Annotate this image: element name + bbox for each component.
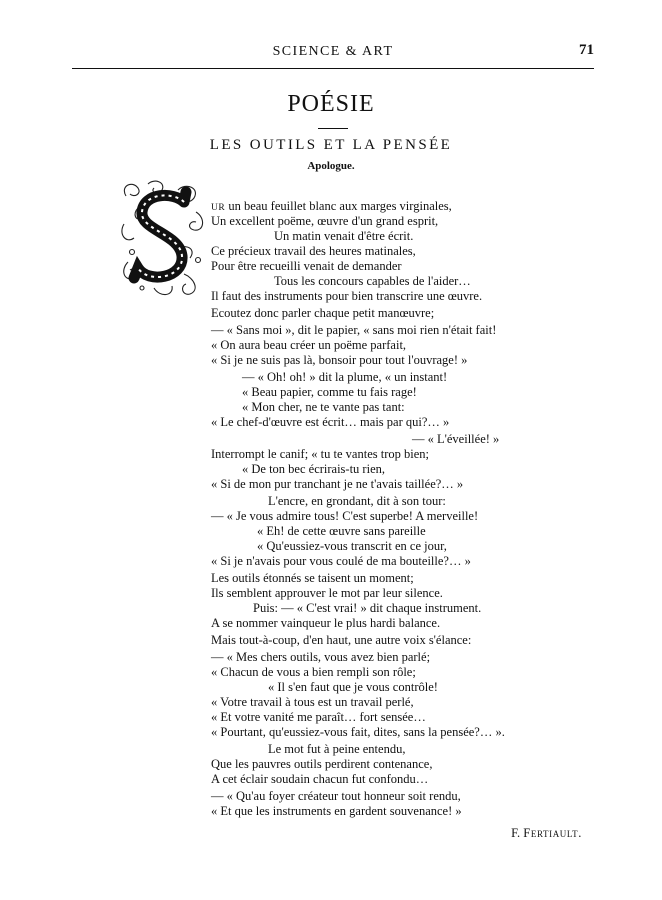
poem-line: Ils semblent approuver le mot par leur silence. bbox=[211, 586, 443, 600]
poem-line: « Il s'en faut que je vous contrôle! bbox=[268, 680, 438, 694]
poem-line: « Le chef-d'œuvre est écrit… mais par qui?… » bbox=[211, 415, 450, 429]
poem-line: Le mot fut à peine entendu, bbox=[268, 742, 406, 756]
section-title: POÉSIE bbox=[287, 91, 375, 117]
poem-subtitle: Apologue. bbox=[307, 160, 355, 172]
poem-line: « On aura beau créer un poëme parfait, bbox=[211, 338, 407, 352]
poem-line: — « Je vous admire tous! C'est superbe! A merveille! bbox=[211, 509, 479, 523]
dropcap-letterform bbox=[134, 192, 186, 278]
title-divider bbox=[318, 128, 348, 129]
poem-line: Un excellent poëme, œuvre d'un grand esprit, bbox=[211, 214, 439, 228]
poem-line: Mais tout-à-coup, d'en haut, une autre voix s'élance: bbox=[211, 633, 472, 647]
running-header-title: SCIENCE & ART bbox=[272, 44, 394, 59]
poem-line: Tous les concours capables de l'aider… bbox=[274, 274, 471, 288]
page-number: 71 bbox=[579, 42, 594, 58]
poem-line: Interrompt le canif; « tu te vantes trop bien; bbox=[211, 447, 429, 461]
poem-line: « De ton bec écrirais-tu rien, bbox=[242, 462, 385, 476]
poem-line: « Et votre vanité me paraît… fort sensée… bbox=[211, 710, 426, 724]
poem-line: « Pourtant, qu'eussiez-vous fait, dites, sans la pensée?… ». bbox=[211, 725, 505, 739]
poem-line: Ecoutez donc parler chaque petit manœuvre; bbox=[211, 306, 435, 320]
poem-line: « Qu'eussiez-vous transcrit en ce jour, bbox=[257, 539, 447, 553]
poem-line: Un matin venait d'être écrit. bbox=[274, 229, 414, 243]
poem-line: Ce précieux travail des heures matinales, bbox=[211, 244, 416, 258]
poem-title: LES OUTILS ET LA PENSÉE bbox=[209, 137, 453, 153]
poem-line: « Si je n'avais pour vous coulé de ma bouteille?… » bbox=[211, 554, 471, 568]
poem-line: Puis: — « C'est vrai! » dit chaque instrument. bbox=[253, 601, 482, 615]
poem-line: Les outils étonnés se taisent un moment; bbox=[211, 571, 414, 585]
poem-line: « Eh! de cette œuvre sans pareille bbox=[257, 524, 426, 538]
ornamental-dropcap-image bbox=[118, 178, 206, 300]
poem-line: « Si je ne suis pas là, bonsoir pour tout l'ouvrage! » bbox=[211, 353, 468, 367]
poem-line: A se nommer vainqueur le plus hardi balance. bbox=[211, 616, 441, 630]
poem-line: — « L'éveillée! » bbox=[412, 432, 500, 446]
author-initial: F. bbox=[511, 826, 521, 840]
poem-line: Pour être recueilli venait de demander bbox=[211, 259, 402, 273]
poem-line: « Votre travail à tous est un travail perlé, bbox=[211, 695, 414, 709]
poem-line: « Et que les instruments en gardent souvenance! » bbox=[211, 804, 462, 818]
dropcap-continuation: UR bbox=[211, 203, 226, 213]
poem-line: — « Qu'au foyer créateur tout honneur soit rendu, bbox=[211, 789, 461, 803]
poem-line: — « Mes chers outils, vous avez bien parlé; bbox=[211, 650, 431, 664]
poem-line: « Chacun de vous a bien rempli son rôle; bbox=[211, 665, 416, 679]
poem-line: « Beau papier, comme tu fais rage! bbox=[242, 385, 417, 399]
author-name: Fertiault. bbox=[523, 826, 582, 840]
poem-line: — « Sans moi », dit le papier, « sans moi rien n'était fait! bbox=[211, 323, 497, 337]
poem-line-first-rest: un beau feuillet blanc aux marges virginales, bbox=[225, 199, 452, 213]
poem-line: Que les pauvres outils perdirent contenance, bbox=[211, 757, 433, 771]
poem-line: L'encre, en grondant, dit à son tour: bbox=[268, 494, 446, 508]
poem-line: Il faut des instruments pour bien transcrire une œuvre. bbox=[211, 289, 483, 303]
poem-line: « Mon cher, ne te vante pas tant: bbox=[242, 400, 405, 414]
running-header bbox=[72, 42, 594, 69]
poem-line: « Si de mon pur tranchant je ne t'avais taillée?… » bbox=[211, 477, 464, 491]
poem-line: A cet éclair soudain chacun fut confondu… bbox=[211, 772, 429, 786]
author-signature bbox=[511, 826, 582, 841]
poem-line: — « Oh! oh! » dit la plume, « un instant! bbox=[242, 370, 448, 384]
